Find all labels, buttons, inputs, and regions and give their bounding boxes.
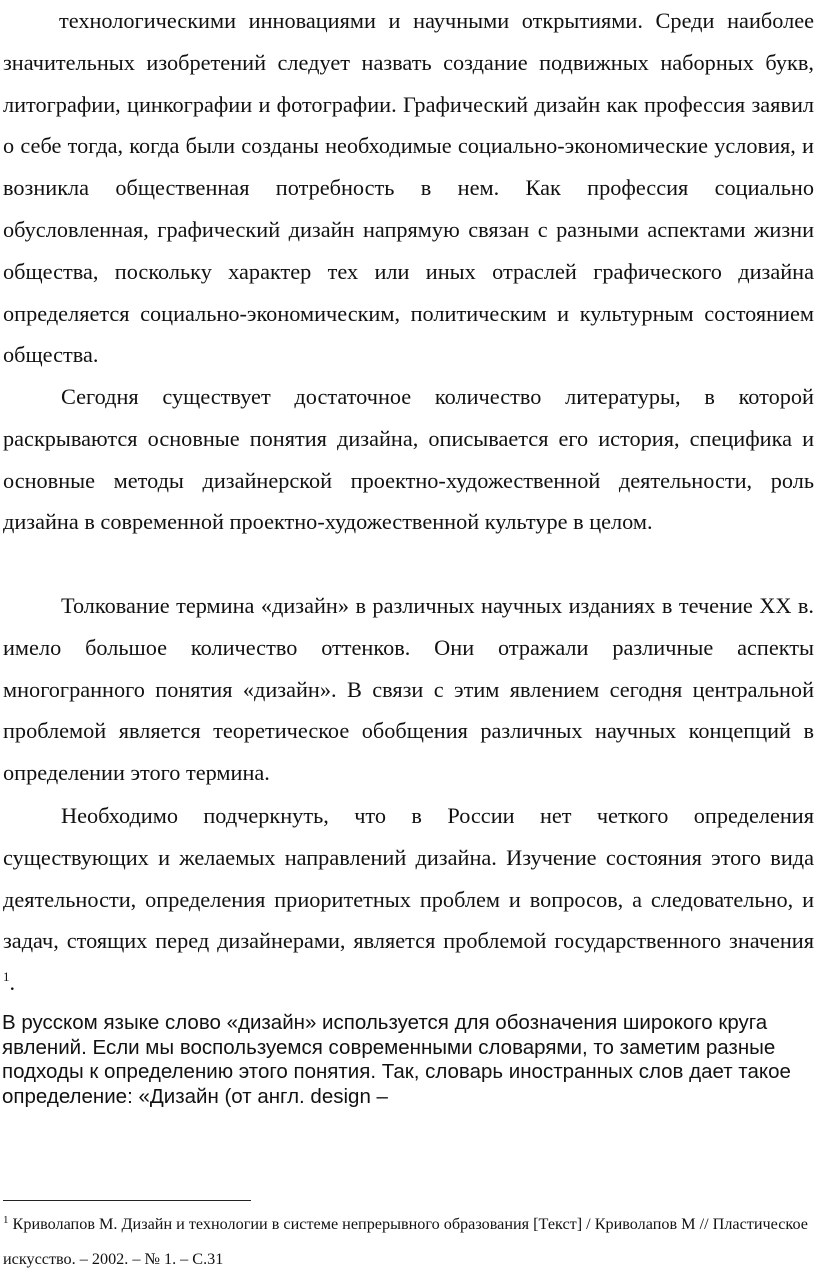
- footnote-reference[interactable]: 1: [3, 969, 10, 985]
- footnote: [3, 1207, 813, 1277]
- paragraph-2: Сегодня существует достаточное количество литературы, в которой раскрываются основные понятия дизайна, описывается его история, специфика и основные методы дизайнерской проектно-художественной деятельности, роль дизайна в современной проектно-художественной культуре в целом.: [3, 384, 814, 535]
- footnote-marker: 1: [3, 1214, 9, 1226]
- paragraph-3: Толкование термина «дизайн» в различных научных изданиях в течение XX в. имело большое количество оттенков. Они отражали различные аспекты многогранного понятия «дизайн». В связи с этим явлением сегодня центральной проблемой является теоретическое обобщения различных научных концепций в определении этого термина.: [3, 593, 814, 786]
- footnote-text: Криволапов М. Дизайн и технологии в системе непрерывного образования [Текст] / Криволапов М // Пластическое искусство. – 2002. – № 1. – С.31: [3, 1215, 808, 1268]
- paragraph-4-end: .: [9, 970, 16, 996]
- footnote-separator: [3, 1200, 251, 1201]
- paragraph-5-sans: В русском языке слово «дизайн» используется для обозначения широкого круга явлений. Если мы воспользуемся современными словарями, то заметим разные подходы к определению этого понятия. Так, словарь иностранных слов дает такое определение: «Дизайн (от англ. design –: [2, 1011, 791, 1108]
- paragraph-1: технологическими инновациями и научными открытиями. Среди наиболее значительных изобретений следует назвать создание подвижных наборных букв, литографии, цинкографии и фотографии. Графический дизайн как профессия заявил о себе тогда, когда были созданы необходимые социально-экономические условия, и возникла общественная потребность в нем. Как профессия социально обусловленная, графический дизайн напрямую связан с разными аспектами жизни общества, поскольку характер тех или иных отраслей графического дизайна определяется социально-экономическим, политическим и культурным состоянием общества.: [3, 8, 814, 368]
- paragraph-4-text: Необходимо подчеркнуть, что в России нет четкого определения существующих и желаемых направлений дизайна. Изучение состояния этого вида деятельности, определения приоритетных проблем и вопросов, а следовательно, и задач, стоящих перед дизайнерами, является проблемой государственного значения: [3, 803, 814, 954]
- paragraph-4: [3, 795, 814, 1004]
